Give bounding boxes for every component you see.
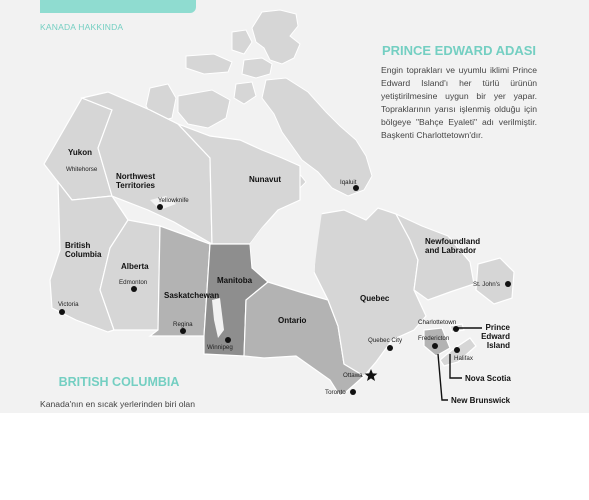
callout-nova-scotia: Nova Scotia: [465, 374, 511, 383]
label-iqaluit: Iqaluit: [340, 179, 357, 186]
city-dot-quebec-city: [387, 345, 393, 351]
city-dot-charlottetown: [453, 326, 459, 332]
victoria-island: [178, 90, 230, 128]
label-manitoba: Manitoba: [217, 276, 253, 285]
city-dot-st-johns: [505, 281, 511, 287]
label-yellowknife: Yellowknife: [158, 197, 189, 204]
callout-pei-line1: Prince: [485, 323, 510, 332]
section-label: KANADA HAKKINDA: [40, 22, 124, 32]
label-quebec-city: Quebec City: [368, 337, 403, 344]
label-nwt-line1: Northwest: [116, 172, 156, 181]
callout-new-brunswick: New Brunswick: [451, 396, 511, 405]
label-st-johns: St. John's: [473, 281, 500, 288]
label-edmonton: Edmonton: [119, 279, 148, 286]
label-fredericton: Fredericton: [418, 335, 450, 342]
bc-section-text: Kanada'nın en sıcak yerlerinden biri olan: [40, 399, 195, 409]
label-alberta: Alberta: [121, 262, 149, 271]
region-new-brunswick: [424, 328, 450, 356]
pei-section-text: Engin toprakları ve uyumlu iklimi Prince Edward Island'ı her türlü ürünün yetiştirilmesine uygun bir yer yapar. Topraklarının yarısı işlenmiş olduğu için bölgeye "Bahçe Eyaleti" adı verilmiştir. Başkenti Charlottetown'dır.: [381, 65, 537, 140]
city-dot-regina: [180, 328, 186, 334]
ellesmere-island: [252, 10, 300, 64]
label-whitehorse: Whitehorse: [66, 166, 98, 173]
label-bc-line1: British: [65, 241, 91, 250]
city-dot-fredericton: [432, 343, 438, 349]
label-toronto: Toronto: [325, 389, 346, 396]
city-dot-toronto: [350, 389, 356, 395]
label-nl-line2: and Labrador: [425, 246, 477, 255]
label-nwt-line2: Territories: [116, 181, 155, 190]
label-bc-line2: Columbia: [65, 250, 102, 259]
devon-island: [242, 58, 272, 78]
label-winnipeg: Winnipeg: [207, 344, 233, 351]
bc-section-title: BRITISH COLUMBIA: [58, 375, 180, 389]
pei-section-title: PRINCE EDWARD ADASI: [381, 43, 537, 58]
callout-labels: [451, 323, 511, 405]
city-dot-yellowknife: [157, 204, 163, 210]
label-quebec: Quebec: [360, 294, 390, 303]
label-halifax: Halifax: [454, 355, 473, 362]
city-dot-edmonton: [131, 286, 137, 292]
label-yukon: Yukon: [68, 148, 93, 157]
city-dot-victoria: [59, 309, 65, 315]
label-nl-line1: Newfoundland: [425, 237, 481, 246]
axel-heiberg-island: [232, 30, 252, 54]
parry-islands: [186, 54, 232, 74]
label-nunavut: Nunavut: [249, 175, 281, 184]
label-ontario: Ontario: [278, 316, 307, 325]
somerset-island: [234, 82, 256, 104]
city-dot-halifax: [454, 347, 460, 353]
label-saskatchewan: Saskatchewan: [164, 291, 220, 300]
label-charlottetown: Charlottetown: [418, 319, 457, 326]
callout-pei-line2: Edward: [481, 332, 510, 341]
label-regina: Regina: [173, 321, 193, 328]
label-ottawa: Ottawa: [343, 372, 363, 379]
label-victoria: Victoria: [58, 301, 79, 308]
city-dot-winnipeg: [225, 337, 231, 343]
callout-pei-line3: Island: [486, 341, 510, 350]
